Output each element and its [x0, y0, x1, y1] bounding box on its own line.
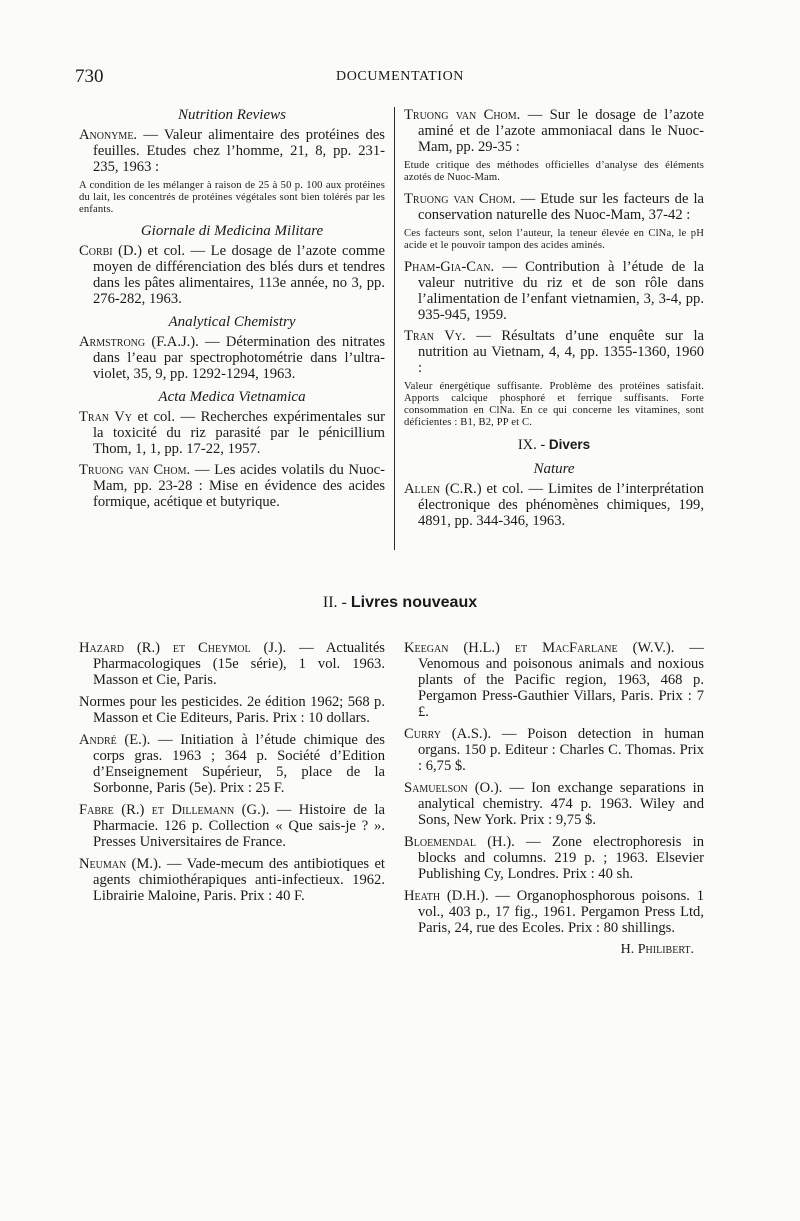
entry-author: Heath (D.H.).: [404, 888, 489, 904]
reference-entry: [404, 328, 704, 376]
entry-text: — Actualités Pharmacologiques (15e série), 1 vol. 1963. Masson et Cie, Paris.: [93, 640, 385, 688]
right-column-top: [404, 107, 704, 534]
entry-author: Keegan (H.L.) et MacFarlane (W.V.).: [404, 640, 675, 656]
entry-text: — Histoire de la Pharmacie. 126 p. Collection « Que sais-je ? ». Presses Universitaires de France.: [93, 802, 385, 850]
book-entry: [404, 834, 704, 882]
book-entry: [404, 888, 704, 936]
entry-text: — Résultats d’une enquête sur la nutrition au Vietnam, 4, 4, pp. 1355-1360, 1960 :: [418, 328, 705, 376]
entry-author: Neuman (M.).: [79, 856, 162, 872]
entry-author: Samuelson (O.).: [404, 780, 503, 796]
reference-entry: [404, 259, 704, 323]
entry-author: Fabre (R.) et Dillemann (G.).: [79, 802, 270, 818]
reference-entry: [79, 127, 385, 175]
entry-text: — Valeur alimentaire des protéines des feuilles. Etudes chez l’homme, 21, 8, pp. 231-235, 1963 :: [93, 127, 385, 175]
entry-text: et col. — Le dosage de l’azote comme moyen de différenciation des blés durs et tendres dans les pâtes alimentaires, 113e année, no 3, pp. 276-282, 1963.: [93, 243, 386, 307]
journal-heading: Acta Medica Vietnamica: [158, 389, 306, 405]
book-entry: [79, 802, 385, 850]
entry-author: Truong van Chom.: [79, 462, 191, 478]
entry-author: Truong van Chom.: [404, 107, 521, 123]
entry-note: Ces facteurs sont, selon l’auteur, la teneur élevée en ClNa, le pH acide et le pouvoir tampon des acides aminés.: [404, 228, 704, 251]
entry-author: Tran Vy.: [404, 328, 466, 344]
reference-entry: [404, 191, 704, 223]
section-heading-ix: [404, 437, 704, 454]
entry-author: Corbi (D.): [79, 243, 143, 259]
section-number: IX. -: [517, 437, 546, 453]
book-entry: [404, 640, 704, 720]
entry-note: A condition de les mélanger à raison de 25 à 50 p. 100 aux protéines du lait, les concentrés de protéines végétales sont bien tolérés par les enfants.: [79, 180, 385, 215]
books-left-column: [79, 640, 385, 910]
running-title: DOCUMENTATION: [335, 69, 464, 84]
entry-text: — Détermination des nitrates dans l’eau par spectrophotométrie dans l’ultra-violet, 35, 9, pp. 1292-1294, 1963.: [93, 334, 385, 382]
section-title: Livres nouveaux: [350, 594, 478, 611]
entry-text: — Venomous and poisonous animals and noxious plants of the Pacific region, 1963, 468 p. Pergamon Press-Gauthier Villars, Paris. Prix : 7 £.: [418, 640, 704, 720]
column-divider: [394, 107, 395, 550]
reference-entry: [404, 481, 704, 529]
book-entry: [404, 780, 704, 828]
entry-text: — Sur le dosage de l’azote aminé et de l’azote ammoniacal dans le Nuoc-Mam, pp. 29-35 :: [418, 107, 704, 155]
reference-entry: [404, 107, 704, 155]
entry-text: — Les acides volatils du Nuoc-Mam, pp. 23-28 : Mise en évidence des acides formique, acétique et butyrique.: [93, 462, 385, 510]
entry-text: et col. — Recherches expérimentales sur la toxicité du riz parasité par le pénicillium Thom, 1, 1, pp. 17-22, 1957.: [93, 409, 385, 457]
entry-author: Tran Vy: [79, 409, 133, 425]
entry-author: Anonyme.: [79, 127, 138, 143]
book-entry: [404, 726, 704, 774]
entry-author: Pham-Gia-Can.: [404, 259, 495, 275]
entry-author: Truong van Chom.: [404, 191, 516, 207]
journal-heading: Analytical Chemistry: [168, 314, 296, 330]
entry-text: et col. — Limites de l’interprétation électronique des phénomènes chimiques, 199, 4891, pp. 344-346, 1963.: [418, 481, 704, 529]
entry-author: Bloemendal (H.).: [404, 834, 515, 850]
entry-author: Allen (C.R.): [404, 481, 482, 497]
entry-author: Hazard (R.) et Cheymol (J.).: [79, 640, 287, 656]
entry-note: Valeur énergétique suffisante. Problème des protéines satisfait. Apports calcique phosphoré et ferrique suffisants. Forte consommation en ClNa. En ce qui concerne les vitamines, sont déficientes : B1, B2, PP et C.: [404, 381, 704, 428]
section-heading-ii: [0, 594, 800, 612]
reference-entry: [79, 409, 385, 457]
book-entry: [79, 640, 385, 688]
book-entry: [79, 732, 385, 796]
entry-text: — Etude sur les facteurs de la conservation naturelle des Nuoc-Mam, 37-42 :: [418, 191, 704, 223]
entry-text: — Contribution à l’étude de la valeur nutritive du riz et de son rôle dans l’alimentation de l’enfant vietnamien, 3, 3-4, pp. 935-945, 1959.: [418, 259, 704, 323]
entry-text: — Zone electrophoresis in blocks and columns. 219 p. ; 1963. Elsevier Publishing Cy, Londres. Prix : 40 sh.: [418, 834, 704, 882]
section-title: Divers: [548, 437, 591, 452]
entry-text: Normes pour les pesticides. 2e édition 1962; 568 p. Masson et Cie Editeurs, Paris. Prix : 10 dollars.: [79, 694, 385, 726]
entry-text: — Organophosphorous poisons. 1 vol., 403 p., 17 fig., 1961. Pergamon Press Ltd, Paris, 24, rue des Ecoles. Prix : 80 shillings.: [418, 888, 704, 936]
journal-heading: Nature: [533, 461, 575, 477]
entry-text: — Vade-mecum des antibiotiques et agents chimiothérapiques anti-infectieux. 1962. Librairie Maloine, Paris. Prix : 40 F.: [93, 856, 385, 904]
entry-author: André (E.).: [79, 732, 151, 748]
reference-entry: [79, 334, 385, 382]
journal-heading: Giornale di Medicina Militare: [140, 223, 324, 239]
section-number: II. -: [322, 594, 347, 611]
entry-text: — Initiation à l’étude chimique des corps gras. 1963 ; 364 p. Société d’Edition d’Enseignement Supérieur, 5, place de la Sorbonne, Paris (5e). Prix : 25 F.: [93, 732, 385, 796]
signature: H. Philibert.: [620, 942, 694, 957]
reference-entry: [79, 462, 385, 510]
reference-entry: [79, 243, 385, 307]
entry-author: Curry (A.S.).: [404, 726, 492, 742]
entry-note: Etude critique des méthodes officielles d’analyse des éléments azotés de Nuoc-Mam.: [404, 160, 704, 183]
entry-text: — Ion exchange separations in analytical chemistry. 474 p. 1963. Wiley and Sons, New York. Prix : 9,75 $.: [418, 780, 704, 828]
books-right-column: [404, 640, 704, 958]
entry-text: — Poison detection in human organs. 150 p. Editeur : Charles C. Thomas. Prix : 6,75 $.: [418, 726, 704, 774]
entry-author: Armstrong (F.A.J.).: [79, 334, 199, 350]
journal-heading: Nutrition Reviews: [178, 107, 286, 123]
book-entry: [79, 856, 385, 904]
page-number: 730: [75, 66, 104, 87]
left-column-top: [79, 107, 385, 515]
book-entry: [79, 694, 385, 726]
